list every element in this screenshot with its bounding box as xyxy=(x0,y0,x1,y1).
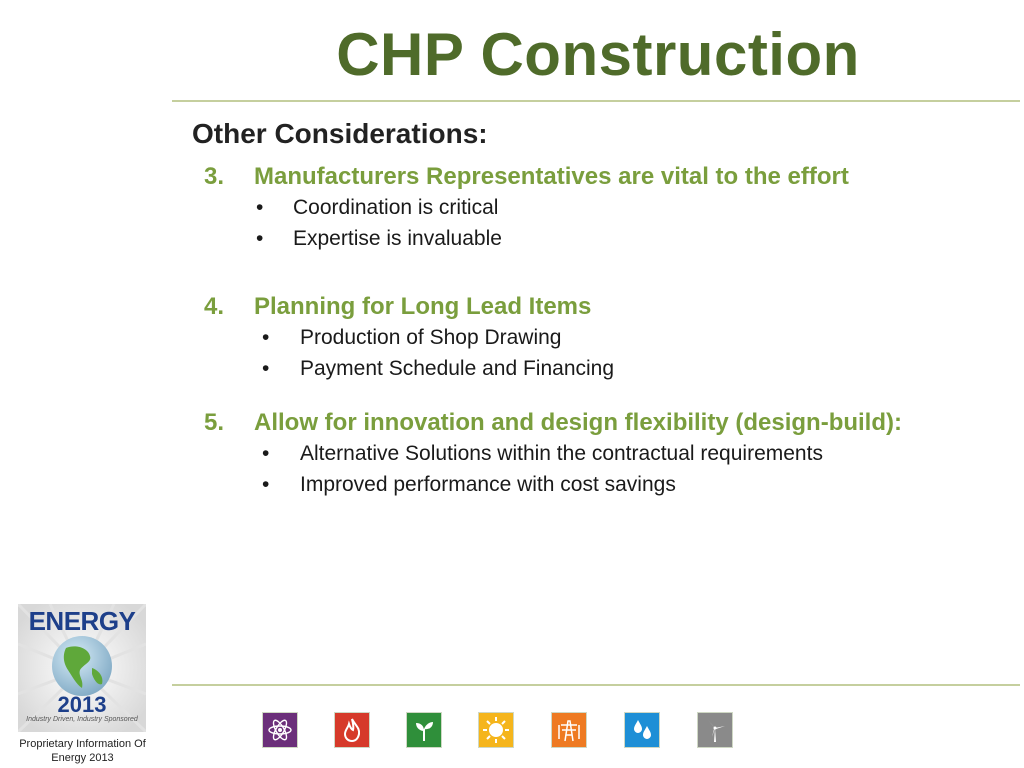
item-number: 5. xyxy=(204,409,225,436)
bullet-text: Coordination is critical xyxy=(293,196,499,219)
logo-word: ENERGY xyxy=(28,606,136,636)
bullet-glyph: • xyxy=(256,227,264,250)
item-heading-text: Planning for Long Lead Items xyxy=(254,293,592,320)
bullet-glyph: • xyxy=(262,442,270,465)
bullet-text: Improved performance with cost savings xyxy=(300,473,676,496)
wind-turbine-icon xyxy=(697,712,733,748)
footer-divider xyxy=(172,684,1020,686)
bullet-glyph: • xyxy=(256,196,264,219)
item-heading-text: Manufacturers Representatives are vital to the effort xyxy=(254,163,849,190)
bullet-glyph: • xyxy=(262,357,270,380)
plant-icon xyxy=(406,712,442,748)
title-divider xyxy=(172,100,1020,102)
water-drops-icon xyxy=(624,712,660,748)
bullet-text: Payment Schedule and Financing xyxy=(300,357,615,380)
power-tower-icon xyxy=(551,712,587,748)
flame-icon xyxy=(334,712,370,748)
logo-tagline: Industry Driven, Industry Sponsored xyxy=(26,716,138,723)
item-number: 4. xyxy=(204,293,225,320)
footer-line-2: Energy 2013 xyxy=(51,752,114,764)
item-heading-text: Allow for innovation and design flexibility (design-build): xyxy=(254,409,902,436)
bullet-glyph: • xyxy=(262,326,270,349)
slide-title: CHP Construction xyxy=(336,21,860,88)
atom-icon xyxy=(262,712,298,748)
bullet-text: Alternative Solutions within the contractual requirements xyxy=(300,442,823,465)
sun-icon xyxy=(478,712,514,748)
footer-text xyxy=(10,737,155,765)
bullet-glyph: • xyxy=(262,473,270,496)
item-number: 3. xyxy=(204,163,225,190)
slide-subtitle: Other Considerations: xyxy=(192,118,488,149)
energy-2013-logo xyxy=(18,604,146,732)
logo-year: 2013 xyxy=(57,692,107,717)
footer-line-1: Proprietary Information Of xyxy=(19,738,146,750)
bullet-text: Production of Shop Drawing xyxy=(300,326,562,349)
bullet-text: Expertise is invaluable xyxy=(293,227,502,250)
